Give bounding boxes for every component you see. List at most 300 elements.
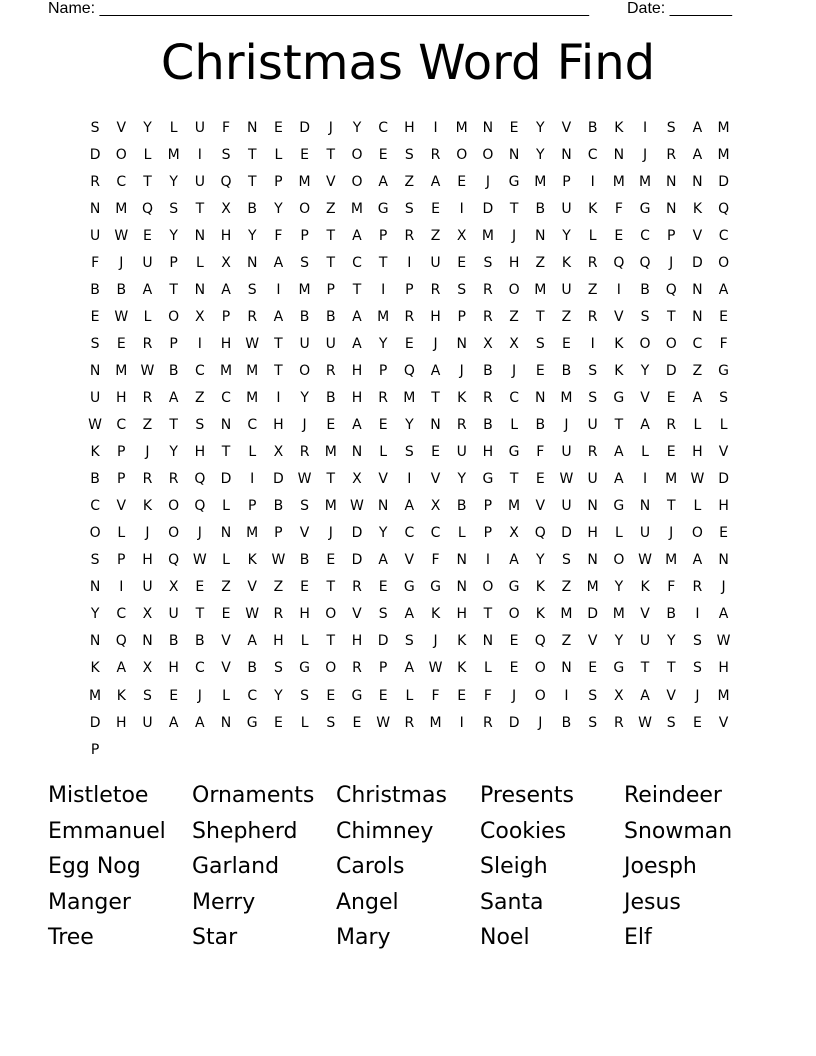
grid-letter[interactable]: V [221,633,231,650]
grid-letter[interactable]: Y [536,146,545,163]
grid-letter[interactable]: M [324,498,337,515]
grid-letter[interactable]: G [508,444,520,461]
grid-letter[interactable]: X [509,525,519,542]
grid-letter[interactable]: B [561,362,572,379]
grid-letter[interactable]: K [692,200,702,217]
grid-letter[interactable]: R [430,146,441,163]
grid-letter[interactable]: E [326,552,336,569]
grid-letter[interactable]: L [510,417,518,434]
grid-letter[interactable]: N [587,552,598,569]
grid-letter[interactable]: A [352,417,362,434]
grid-letter[interactable]: H [482,444,494,461]
grid-letter[interactable]: R [456,417,467,434]
grid-letter[interactable]: Q [718,200,730,217]
grid-letter[interactable]: L [588,227,597,244]
grid-letter[interactable]: J [328,525,333,542]
grid-letter[interactable]: N [89,362,101,379]
grid-letter[interactable]: O [168,308,180,325]
grid-letter[interactable]: D [718,471,729,488]
grid-letter[interactable]: G [351,687,363,704]
grid-letter[interactable]: V [692,227,703,244]
grid-letter[interactable]: W [690,471,705,488]
grid-letter[interactable]: M [534,173,547,190]
grid-letter[interactable]: K [535,606,545,623]
grid-letter[interactable]: F [274,227,283,244]
grid-letter[interactable]: X [273,444,284,461]
grid-letter[interactable]: C [378,119,389,136]
grid-letter[interactable]: N [220,714,232,731]
grid-letter[interactable]: L [222,498,230,515]
grid-letter[interactable]: Y [457,471,466,488]
grid-letter[interactable]: X [195,308,205,325]
grid-letter[interactable]: V [614,308,624,325]
grid-letter[interactable]: J [512,227,517,244]
grid-letter[interactable]: U [430,254,441,271]
grid-letter[interactable]: S [588,362,598,379]
grid-letter[interactable]: E [326,687,336,704]
grid-letter[interactable]: L [300,714,309,731]
grid-letter[interactable]: H [587,525,598,542]
grid-letter[interactable]: L [405,687,414,704]
grid-letter[interactable]: M [89,687,102,704]
grid-letter[interactable]: J [669,525,674,542]
grid-letter[interactable]: K [457,660,467,677]
grid-letter[interactable]: A [195,714,205,731]
grid-letter[interactable]: K [457,389,467,406]
grid-letter[interactable]: D [482,200,494,217]
grid-letter[interactable]: U [89,227,101,244]
grid-letter[interactable]: K [430,606,441,623]
grid-letter[interactable]: I [695,606,700,623]
grid-letter[interactable]: K [247,552,257,569]
grid-letter[interactable]: T [666,498,676,515]
grid-letter[interactable]: B [561,714,572,731]
grid-letter[interactable]: B [247,660,258,677]
grid-letter[interactable]: M [612,173,625,190]
grid-letter[interactable]: O [115,146,127,163]
grid-letter[interactable]: H [430,308,441,325]
grid-letter[interactable]: J [669,254,674,271]
grid-letter[interactable]: M [717,119,730,136]
grid-letter[interactable]: T [247,146,257,163]
grid-letter[interactable]: M [455,119,468,136]
grid-letter[interactable]: C [194,362,205,379]
grid-letter[interactable]: L [693,498,702,515]
grid-letter[interactable]: S [562,552,571,569]
grid-letter[interactable]: O [534,660,546,677]
grid-letter[interactable]: N [89,200,101,217]
grid-letter[interactable]: W [559,471,574,488]
grid-letter[interactable]: I [590,173,595,190]
grid-letter[interactable]: W [350,498,364,515]
grid-letter[interactable]: J [119,254,124,271]
grid-letter[interactable]: A [640,417,650,434]
grid-letter[interactable]: G [246,714,258,731]
grid-letter[interactable]: S [404,444,414,461]
grid-letter[interactable]: L [248,444,257,461]
grid-letter[interactable]: X [614,687,624,704]
grid-letter[interactable]: P [562,173,571,190]
grid-letter[interactable]: Y [536,119,545,136]
grid-letter[interactable]: E [116,335,126,352]
grid-letter[interactable]: F [719,335,728,352]
grid-letter[interactable]: K [561,254,572,271]
grid-letter[interactable]: Q [194,471,206,488]
grid-letter[interactable]: C [692,335,703,352]
grid-letter[interactable]: Y [536,552,545,569]
grid-letter[interactable]: I [276,281,281,298]
grid-letter[interactable]: A [614,471,624,488]
grid-letter[interactable]: O [508,606,520,623]
grid-letter[interactable]: B [195,633,205,650]
grid-letter[interactable]: A [221,281,231,298]
grid-letter[interactable]: N [194,281,206,298]
grid-letter[interactable]: T [195,606,205,623]
grid-letter[interactable]: M [403,389,416,406]
grid-letter[interactable]: S [692,660,702,677]
grid-letter[interactable]: B [535,200,546,217]
grid-letter[interactable]: S [404,633,414,650]
grid-letter[interactable]: L [300,633,309,650]
grid-letter[interactable]: D [718,173,729,190]
grid-letter[interactable]: Z [221,579,231,596]
grid-letter[interactable]: U [142,579,153,596]
grid-letter[interactable]: S [640,308,650,325]
grid-letter[interactable]: D [299,119,310,136]
grid-letter[interactable]: I [642,471,648,488]
grid-letter[interactable]: P [117,471,126,488]
grid-letter[interactable]: J [459,362,464,379]
grid-letter[interactable]: Y [378,525,388,542]
grid-letter[interactable]: R [352,660,362,677]
grid-letter[interactable]: E [509,119,519,136]
grid-letter[interactable]: T [536,308,545,325]
grid-letter[interactable]: F [667,579,676,596]
grid-letter[interactable]: N [89,579,101,596]
grid-letter[interactable]: E [404,335,414,352]
grid-letter[interactable]: B [483,362,493,379]
grid-letter[interactable]: M [665,471,678,488]
grid-letter[interactable]: R [666,417,677,434]
grid-letter[interactable]: Z [561,633,572,650]
grid-letter[interactable]: U [639,525,651,542]
grid-letter[interactable]: V [640,389,650,406]
grid-letter[interactable]: S [195,417,205,434]
grid-letter[interactable]: N [220,525,232,542]
grid-letter[interactable]: O [168,498,180,515]
grid-letter[interactable]: P [378,227,388,244]
grid-letter[interactable]: M [298,281,311,298]
grid-letter[interactable]: I [276,389,281,406]
grid-letter[interactable]: E [143,227,152,244]
grid-letter[interactable]: S [692,633,702,650]
grid-letter[interactable]: B [299,308,310,325]
grid-letter[interactable]: V [299,525,310,542]
grid-letter[interactable]: R [483,281,493,298]
grid-letter[interactable]: D [351,552,363,569]
grid-letter[interactable]: F [483,687,492,704]
grid-letter[interactable]: E [431,444,440,461]
grid-letter[interactable]: N [246,254,258,271]
grid-letter[interactable]: C [247,687,258,704]
grid-letter[interactable]: Z [561,579,572,596]
grid-letter[interactable]: H [351,362,363,379]
grid-letter[interactable]: J [433,335,438,352]
grid-letter[interactable]: Z [325,200,336,217]
grid-letter[interactable]: W [297,471,312,488]
grid-letter[interactable]: Q [403,362,415,379]
grid-letter[interactable]: Y [274,687,283,704]
grid-letter[interactable]: A [404,606,415,623]
grid-letter[interactable]: I [564,687,569,704]
grid-letter[interactable]: A [168,389,179,406]
grid-letter[interactable]: S [404,200,414,217]
grid-letter[interactable]: L [195,254,204,271]
grid-letter[interactable]: N [89,633,101,650]
grid-letter[interactable]: S [169,200,179,217]
grid-letter[interactable]: E [509,660,519,677]
grid-letter[interactable]: E [378,417,388,434]
grid-letter[interactable]: H [351,633,363,650]
grid-letter[interactable]: D [89,146,101,163]
grid-letter[interactable]: N [246,119,258,136]
grid-letter[interactable]: H [299,606,310,623]
grid-letter[interactable]: Z [692,362,703,379]
grid-letter[interactable]: N [482,633,494,650]
grid-letter[interactable]: M [717,146,730,163]
grid-letter[interactable]: O [325,606,337,623]
grid-letter[interactable]: G [639,200,651,217]
grid-letter[interactable]: B [325,308,336,325]
grid-letter[interactable]: D [273,471,284,488]
grid-letter[interactable]: E [431,200,440,217]
grid-letter[interactable]: P [405,281,414,298]
grid-letter[interactable]: R [483,308,493,325]
grid-letter[interactable]: E [195,579,205,596]
grid-letter[interactable]: R [142,389,153,406]
grid-letter[interactable]: Q [639,254,651,271]
grid-letter[interactable]: H [404,119,415,136]
grid-letter[interactable]: E [378,687,388,704]
grid-letter[interactable]: E [273,119,283,136]
grid-letter[interactable]: H [508,254,520,271]
grid-letter[interactable]: E [692,714,702,731]
grid-letter[interactable]: U [299,335,310,352]
grid-letter[interactable]: A [614,444,624,461]
grid-letter[interactable]: E [300,579,310,596]
grid-letter[interactable]: N [692,281,703,298]
grid-letter[interactable]: K [90,660,100,677]
grid-letter[interactable]: T [274,362,283,379]
grid-letter[interactable]: A [142,281,153,298]
grid-letter[interactable]: M [350,200,364,217]
grid-letter[interactable]: O [691,525,703,542]
grid-letter[interactable]: S [588,389,598,406]
grid-letter[interactable]: S [90,119,100,136]
grid-letter[interactable]: B [666,606,677,623]
grid-letter[interactable]: E [300,146,310,163]
grid-letter[interactable]: Z [430,227,441,244]
grid-letter[interactable]: T [221,444,231,461]
grid-letter[interactable]: C [116,606,127,623]
grid-letter[interactable]: Q [168,552,180,569]
grid-letter[interactable]: R [587,254,598,271]
grid-letter[interactable]: Y [405,417,414,434]
grid-letter[interactable]: P [169,254,178,271]
grid-letter[interactable]: K [116,687,126,704]
grid-letter[interactable]: D [89,714,101,731]
grid-letter[interactable]: V [116,119,127,136]
grid-letter[interactable]: J [145,525,150,542]
grid-letter[interactable]: F [91,254,100,271]
grid-letter[interactable]: Q [141,200,153,217]
grid-letter[interactable]: B [587,119,598,136]
grid-letter[interactable]: T [614,417,624,434]
grid-letter[interactable]: E [719,308,729,325]
grid-letter[interactable]: M [612,606,625,623]
grid-letter[interactable]: R [483,389,493,406]
grid-letter[interactable]: W [114,227,129,244]
grid-letter[interactable]: Y [614,633,624,650]
grid-letter[interactable]: A [168,714,179,731]
grid-letter[interactable]: H [168,660,179,677]
grid-letter[interactable]: R [352,579,362,596]
grid-letter[interactable]: J [485,173,490,190]
grid-letter[interactable]: G [508,173,520,190]
grid-letter[interactable]: A [640,687,650,704]
grid-letter[interactable]: P [221,308,231,325]
grid-letter[interactable]: U [325,335,336,352]
grid-letter[interactable]: W [376,714,391,731]
grid-letter[interactable]: U [194,173,205,190]
grid-letter[interactable]: L [143,308,152,325]
grid-letter[interactable]: X [168,579,179,596]
grid-letter[interactable]: U [587,471,598,488]
grid-letter[interactable]: H [273,417,284,434]
grid-letter[interactable]: Z [273,579,284,596]
grid-letter[interactable]: O [168,525,180,542]
grid-letter[interactable]: P [666,227,676,244]
grid-letter[interactable]: N [535,389,546,406]
grid-letter[interactable]: V [666,687,676,704]
grid-letter[interactable]: B [90,281,100,298]
grid-letter[interactable]: W [192,552,207,569]
grid-letter[interactable]: R [90,173,100,190]
grid-letter[interactable]: I [407,254,412,271]
grid-letter[interactable]: T [169,417,178,434]
grid-letter[interactable]: E [457,173,467,190]
grid-letter[interactable]: M [246,525,259,542]
grid-letter[interactable]: V [247,579,257,596]
grid-letter[interactable]: J [512,687,517,704]
grid-letter[interactable]: B [168,362,179,379]
grid-letter[interactable]: G [430,579,441,596]
grid-letter[interactable]: J [695,687,700,704]
grid-letter[interactable]: T [431,389,440,406]
grid-letter[interactable]: U [561,281,572,298]
grid-letter[interactable]: T [326,146,336,163]
grid-letter[interactable]: P [326,281,335,298]
grid-letter[interactable]: T [143,173,152,190]
grid-letter[interactable]: T [483,606,493,623]
grid-letter[interactable]: C [352,254,362,271]
grid-letter[interactable]: B [273,498,284,515]
grid-letter[interactable]: O [718,254,730,271]
grid-letter[interactable]: Y [640,362,650,379]
grid-letter[interactable]: P [274,173,283,190]
grid-letter[interactable]: T [666,660,676,677]
grid-letter[interactable]: S [719,389,729,406]
grid-letter[interactable]: B [168,633,179,650]
grid-letter[interactable]: P [378,660,388,677]
grid-letter[interactable]: E [588,660,598,677]
grid-letter[interactable]: J [145,444,150,461]
grid-letter[interactable]: B [535,417,546,434]
grid-letter[interactable]: E [378,579,388,596]
grid-letter[interactable]: D [587,606,599,623]
grid-letter[interactable]: N [561,146,572,163]
grid-letter[interactable]: B [90,471,100,488]
grid-letter[interactable]: D [665,362,677,379]
grid-letter[interactable]: L [274,146,283,163]
grid-letter[interactable]: J [433,633,438,650]
grid-letter[interactable]: T [169,281,178,298]
grid-letter[interactable]: R [666,146,677,163]
grid-letter[interactable]: V [404,552,415,569]
grid-letter[interactable]: K [614,362,624,379]
grid-letter[interactable]: T [326,579,336,596]
grid-letter[interactable]: Y [666,633,676,650]
grid-letter[interactable]: O [89,525,101,542]
grid-letter[interactable]: A [430,173,441,190]
grid-letter[interactable]: E [90,308,100,325]
grid-letter[interactable]: A [273,308,284,325]
grid-letter[interactable]: W [245,335,260,352]
grid-letter[interactable]: K [614,335,624,352]
grid-letter[interactable]: N [665,200,677,217]
grid-letter[interactable]: U [194,119,205,136]
grid-letter[interactable]: A [404,498,415,515]
grid-letter[interactable]: C [509,389,519,406]
grid-letter[interactable]: V [718,444,729,461]
grid-letter[interactable]: L [379,444,388,461]
grid-letter[interactable]: Y [143,119,152,136]
grid-letter[interactable]: Q [665,281,677,298]
grid-letter[interactable]: C [116,173,127,190]
grid-letter[interactable]: H [142,552,153,569]
grid-letter[interactable]: L [614,525,623,542]
grid-letter[interactable]: A [273,254,284,271]
grid-letter[interactable]: M [560,606,573,623]
grid-letter[interactable]: I [459,714,464,731]
grid-letter[interactable]: R [142,471,153,488]
grid-letter[interactable]: P [300,227,309,244]
grid-letter[interactable]: J [197,687,202,704]
grid-letter[interactable]: J [721,579,726,596]
grid-letter[interactable]: N [561,660,572,677]
grid-letter[interactable]: I [250,471,255,488]
grid-letter[interactable]: G [403,579,415,596]
grid-letter[interactable]: U [168,606,179,623]
grid-letter[interactable]: A [352,335,362,352]
grid-letter[interactable]: K [90,444,100,461]
grid-letter[interactable]: S [221,146,231,163]
grid-letter[interactable]: K [535,579,545,596]
grid-letter[interactable]: R [142,335,153,352]
grid-letter[interactable]: Y [169,227,178,244]
grid-letter[interactable]: K [142,498,153,515]
grid-letter[interactable]: A [692,552,703,569]
